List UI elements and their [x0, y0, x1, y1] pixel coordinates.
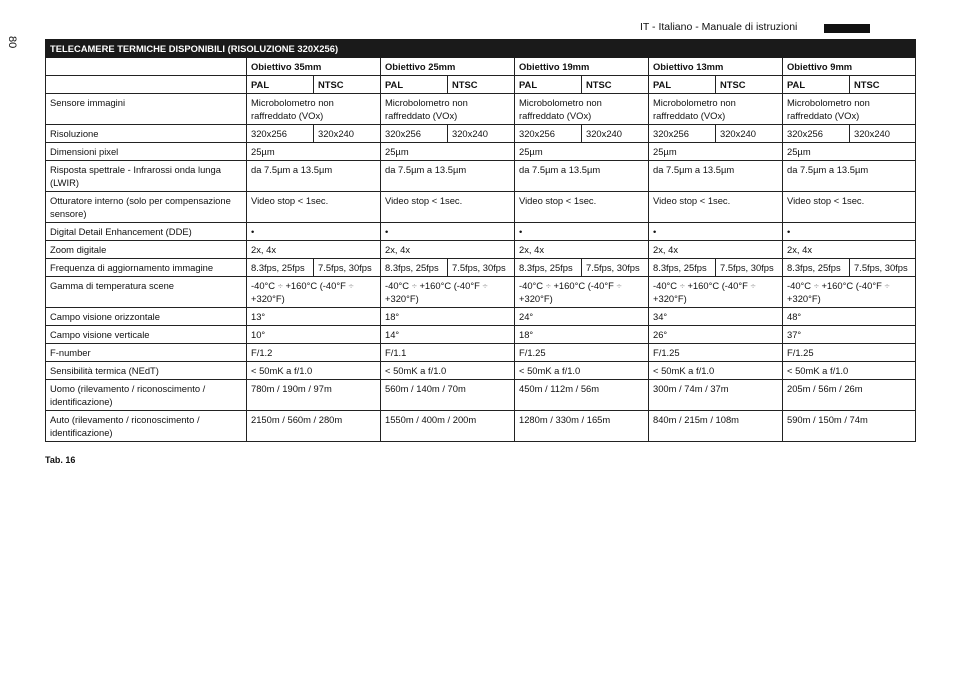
- table-cell: 25µm: [381, 143, 515, 161]
- row-label: Gamma di temperatura scene: [46, 277, 247, 308]
- table-cell: 8.3fps, 25fps: [783, 259, 850, 277]
- table-cell: Video stop < 1sec.: [649, 192, 783, 223]
- table-cell: da 7.5µm a 13.5µm: [649, 161, 783, 192]
- table-row: [46, 362, 916, 380]
- table-cell: 320x256: [649, 125, 716, 143]
- table-cell: < 50mK a f/1.0: [247, 362, 381, 380]
- table-cell: 14°: [381, 326, 515, 344]
- table-cell: F/1.1: [381, 344, 515, 362]
- table-cell: 320x256: [381, 125, 448, 143]
- table-cell: 320x240: [314, 125, 381, 143]
- table-cell: F/1.25: [783, 344, 916, 362]
- table-cell: 320x256: [783, 125, 850, 143]
- table-cell: 2x, 4x: [247, 241, 381, 259]
- table-cell: 18°: [515, 326, 649, 344]
- table-cell: 205m / 56m / 26m: [783, 380, 916, 411]
- table-cell: -40°C ÷ +160°C (-40°F ÷ +320°F): [515, 277, 649, 308]
- table-row: [46, 125, 916, 143]
- table-cell: 8.3fps, 25fps: [649, 259, 716, 277]
- table-cell: 320x256: [247, 125, 314, 143]
- row-label: Otturatore interno (solo per compensazione sensore): [46, 192, 247, 223]
- table-cell: 450m / 112m / 56m: [515, 380, 649, 411]
- table-cell: 7.5fps, 30fps: [716, 259, 783, 277]
- standard-header: NTSC: [448, 76, 515, 94]
- table-cell: F/1.25: [649, 344, 783, 362]
- table-cell: 25µm: [515, 143, 649, 161]
- table-cell: da 7.5µm a 13.5µm: [381, 161, 515, 192]
- lens-header: Obiettivo 19mm: [515, 58, 649, 76]
- table-cell: 1280m / 330m / 165m: [515, 411, 649, 442]
- table-cell: F/1.2: [247, 344, 381, 362]
- table-row: [46, 411, 916, 442]
- table-cell: 7.5fps, 30fps: [314, 259, 381, 277]
- table-cell: -40°C ÷ +160°C (-40°F ÷ +320°F): [381, 277, 515, 308]
- table-row: [46, 277, 916, 308]
- table-row: [46, 223, 916, 241]
- row-label: Frequenza di aggiornamento immagine: [46, 259, 247, 277]
- standard-header: PAL: [783, 76, 850, 94]
- table-cell: 2x, 4x: [649, 241, 783, 259]
- table-cell: -40°C ÷ +160°C (-40°F ÷ +320°F): [783, 277, 916, 308]
- standard-header: NTSC: [716, 76, 783, 94]
- table-cell: 25µm: [649, 143, 783, 161]
- table-cell: 320x240: [716, 125, 783, 143]
- page-number: 80: [6, 36, 18, 49]
- table-cell: Microbolometro non raffreddato (VOx): [247, 94, 381, 125]
- standard-header: PAL: [381, 76, 448, 94]
- table-row: [46, 241, 916, 259]
- lens-header-row: [46, 58, 916, 76]
- standard-header: PAL: [515, 76, 582, 94]
- row-label: Sensibilità termica (NEdT): [46, 362, 247, 380]
- table-cell: < 50mK a f/1.0: [783, 362, 916, 380]
- row-label: Risoluzione: [46, 125, 247, 143]
- table-cell: < 50mK a f/1.0: [381, 362, 515, 380]
- table-cell: 24°: [515, 308, 649, 326]
- standard-header: NTSC: [582, 76, 649, 94]
- row-label: F-number: [46, 344, 247, 362]
- table-cell: -40°C ÷ +160°C (-40°F ÷ +320°F): [649, 277, 783, 308]
- row-label: Digital Detail Enhancement (DDE): [46, 223, 247, 241]
- table-cell: 320x240: [448, 125, 515, 143]
- table-cell: da 7.5µm a 13.5µm: [247, 161, 381, 192]
- table-cell: Microbolometro non raffreddato (VOx): [783, 94, 916, 125]
- table-cell: 25µm: [783, 143, 916, 161]
- table-cell: 7.5fps, 30fps: [582, 259, 649, 277]
- table-cell: 13°: [247, 308, 381, 326]
- table-cell: 7.5fps, 30fps: [448, 259, 515, 277]
- table-cell: F/1.25: [515, 344, 649, 362]
- table-title: TELECAMERE TERMICHE DISPONIBILI (RISOLUZIONE 320X256): [46, 40, 916, 58]
- table-cell: 25µm: [247, 143, 381, 161]
- table-row: [46, 161, 916, 192]
- table-row: [46, 192, 916, 223]
- standard-header: PAL: [247, 76, 314, 94]
- table-cell: 8.3fps, 25fps: [381, 259, 448, 277]
- table-cell: Video stop < 1sec.: [381, 192, 515, 223]
- thermal-cameras-table: [45, 39, 916, 442]
- table-cell: 8.3fps, 25fps: [515, 259, 582, 277]
- table-cell: < 50mK a f/1.0: [649, 362, 783, 380]
- table-cell: < 50mK a f/1.0: [515, 362, 649, 380]
- row-label: Zoom digitale: [46, 241, 247, 259]
- table-cell: 10°: [247, 326, 381, 344]
- table-cell: 37°: [783, 326, 916, 344]
- table-cell: Microbolometro non raffreddato (VOx): [649, 94, 783, 125]
- table-caption: Tab. 16: [45, 455, 76, 465]
- table-cell: •: [649, 223, 783, 241]
- table-row: [46, 326, 916, 344]
- empty-header-cell: [46, 58, 247, 76]
- table-cell: 2150m / 560m / 280m: [247, 411, 381, 442]
- table-cell: da 7.5µm a 13.5µm: [783, 161, 916, 192]
- table-body: [46, 94, 916, 442]
- table-cell: 300m / 74m / 37m: [649, 380, 783, 411]
- table-cell: 780m / 190m / 97m: [247, 380, 381, 411]
- lens-header: Obiettivo 35mm: [247, 58, 381, 76]
- table-cell: Video stop < 1sec.: [783, 192, 916, 223]
- table-cell: 320x256: [515, 125, 582, 143]
- table-cell: 2x, 4x: [381, 241, 515, 259]
- table-row: [46, 344, 916, 362]
- manual-header: IT - Italiano - Manuale di istruzioni: [640, 21, 798, 33]
- table-cell: 560m / 140m / 70m: [381, 380, 515, 411]
- table-cell: Video stop < 1sec.: [247, 192, 381, 223]
- table-cell: 320x240: [582, 125, 649, 143]
- standard-header: NTSC: [850, 76, 916, 94]
- table-cell: Microbolometro non raffreddato (VOx): [515, 94, 649, 125]
- table-cell: 26°: [649, 326, 783, 344]
- table-cell: 34°: [649, 308, 783, 326]
- table-cell: •: [515, 223, 649, 241]
- lens-header: Obiettivo 25mm: [381, 58, 515, 76]
- row-label: Risposta spettrale - Infrarossi onda lunga (LWIR): [46, 161, 247, 192]
- empty-header-cell: [46, 76, 247, 94]
- row-label: Campo visione orizzontale: [46, 308, 247, 326]
- table-cell: 1550m / 400m / 200m: [381, 411, 515, 442]
- table-row: [46, 94, 916, 125]
- row-label: Dimensioni pixel: [46, 143, 247, 161]
- table-cell: Microbolometro non raffreddato (VOx): [381, 94, 515, 125]
- table-cell: 48°: [783, 308, 916, 326]
- table-cell: 840m / 215m / 108m: [649, 411, 783, 442]
- table-row: [46, 380, 916, 411]
- header-bar: [824, 24, 870, 33]
- table-cell: 320x240: [850, 125, 916, 143]
- row-label: Sensore immagini: [46, 94, 247, 125]
- table-cell: 8.3fps, 25fps: [247, 259, 314, 277]
- lens-header: Obiettivo 13mm: [649, 58, 783, 76]
- table-cell: -40°C ÷ +160°C (-40°F ÷ +320°F): [247, 277, 381, 308]
- table-cell: da 7.5µm a 13.5µm: [515, 161, 649, 192]
- row-label: Uomo (rilevamento / riconoscimento / identificazione): [46, 380, 247, 411]
- standard-header: NTSC: [314, 76, 381, 94]
- table-cell: 18°: [381, 308, 515, 326]
- table-cell: 2x, 4x: [783, 241, 916, 259]
- lens-header: Obiettivo 9mm: [783, 58, 916, 76]
- table-cell: •: [381, 223, 515, 241]
- standard-header-row: [46, 76, 916, 94]
- row-label: Auto (rilevamento / riconoscimento / identificazione): [46, 411, 247, 442]
- standard-header: PAL: [649, 76, 716, 94]
- table-cell: 7.5fps, 30fps: [850, 259, 916, 277]
- table-row: [46, 143, 916, 161]
- table-cell: 590m / 150m / 74m: [783, 411, 916, 442]
- table-cell: •: [247, 223, 381, 241]
- table-row: [46, 308, 916, 326]
- table-row: [46, 259, 916, 277]
- table-cell: 2x, 4x: [515, 241, 649, 259]
- table-cell: Video stop < 1sec.: [515, 192, 649, 223]
- row-label: Campo visione verticale: [46, 326, 247, 344]
- table-cell: •: [783, 223, 916, 241]
